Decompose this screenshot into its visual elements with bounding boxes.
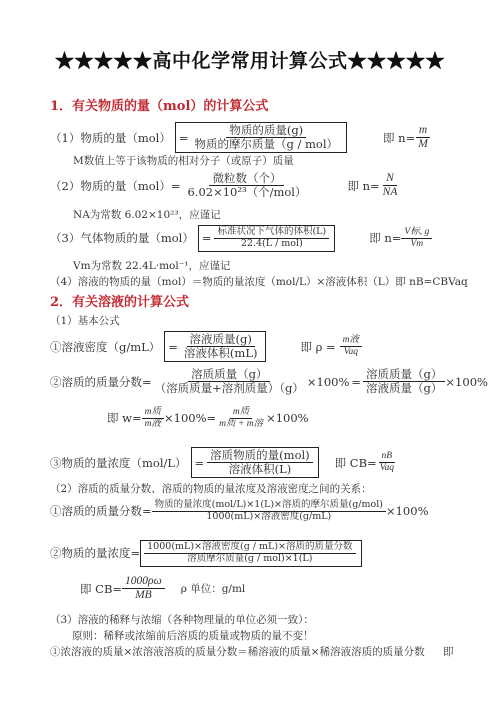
formula-density: ①溶液密度（g/mL） = $\frac{\text{溶液质量(g)}}{\text{溶液体积(mL)}}$ 即 ρ = $\frac{\text{m液}}{\text{Vaq}}$ <box>50 331 362 362</box>
fraction: $\frac{\text{1000(mL)×溶液密度(g / mL)×溶质的质量分数}}{\text{溶质摩尔质量(g / mol)×1(L)}}$ <box>144 542 355 565</box>
formula-moles-solution: （4）溶液的物质的量（mol）＝物质的量浓度（mol/L）×溶液体积（L）即 nB=CBVaq <box>50 276 468 288</box>
section-1-heading: 1．有关物质的量（mol）的计算公式 <box>50 99 269 114</box>
dilution-formula: ①浓溶液的质量×浓溶液溶质的质量分数＝稀溶液的质量×稀溶液溶质的质量分数 <box>50 646 425 658</box>
page-title: ★★★★★高中化学常用计算公式★★★★★ <box>54 50 445 72</box>
fraction: $\frac{\text{溶质质量（g）}}{\text{（溶质质量+溶剂质量）（g）}}$ <box>154 367 304 396</box>
formula-box <box>140 540 361 567</box>
formula-mass-fraction-relation: ①溶质的质量分数= $\frac{\text{物质的量浓度(mol/L)×1(L)×溶质的摩尔质量(g/mol)}}{\text{1000(mL)×溶液密度(g/mL)}}$ ×100% <box>50 499 429 522</box>
dilution-formula-tail: 即 <box>443 646 454 658</box>
formula-box: = $\frac{\text{物质的质量(g)}}{\text{物质的摩尔质量（g / mol）}}$ <box>175 122 347 153</box>
fraction: $\frac{\text{物质的质量(g)}}{\text{物质的摩尔质量（g / mol）}}$ <box>194 123 339 152</box>
formula-moles-gas: （3）气体物质的量（mol） = $\frac{\text{标准状况下气体的体积(L)}}{\text{22.4(L / mol)}}$ 即 n= $\frac{\text{V标, g}}{Vm}$ <box>50 225 432 252</box>
fraction-short: $\frac{N}{NA}$ <box>382 172 398 199</box>
subheading-relationship: （2）溶质的质量分数、溶质的物质的量浓度及溶液密度之间的关系： <box>50 483 372 495</box>
fraction: $\frac{\text{标准状况下气体的体积(L)}}{\text{22.4(L / mol)}}$ <box>214 227 329 250</box>
formula-box: = $\frac{\text{溶质物质的量(mol)}}{\text{溶液体积(L)}}$ <box>191 447 319 478</box>
formula-molarity: ③物质的量浓度（mol/L） = $\frac{\text{溶质物质的量(mol)}}{\text{溶液体积(L)}}$ 即 CB= $\frac{nB}{\text{Vaq}}$ <box>50 447 397 478</box>
fraction: $\frac{\text{物质的量浓度(mol/L)×1(L)×溶质的摩尔质量(g/mol)}}{\text{1000(mL)×溶液密度(g/mL)}}$ <box>152 500 386 523</box>
formula-mass-fraction-symbolic: 即 w= $\frac{\text{m质}}{\text{m液}}$ ×100%= $\frac{\text{m质}}{\text{m质 + m溶}}$ ×100% <box>107 407 309 429</box>
formula-molarity-symbolic: 即 CB= $\frac{1000\rho\omega}{MB}$ ρ 单位：g/ml <box>80 575 246 602</box>
note-avogadro: NA为常数 6.02×10²³，应谨记 <box>73 209 221 221</box>
formula-mass-fraction: ②溶质的质量分数= $\frac{\text{溶质质量（g）}}{\text{（溶质质量+溶剂质量）（g）}}$ ×100% = $\frac{\text{溶质质量（g）}}{\text{溶液质量（g）}}$ ×100% <box>50 367 488 396</box>
fraction-short: $\frac{\text{m质}}{\text{m质 + m溶}}$ <box>219 407 264 429</box>
fraction-short: $\frac{1000\rho\omega}{MB}$ <box>122 575 165 602</box>
section-2-heading: 2．有关溶液的计算公式 <box>50 295 190 310</box>
formula-box: = $\frac{\text{溶液质量(g)}}{\text{溶液体积(mL)}}$ <box>164 331 266 362</box>
fraction-short: $\frac{\text{m质}}{\text{m液}}$ <box>142 407 164 430</box>
fraction: $\frac{\text{微粒数（个）}}{\text{6.02×10²³（个/mol）}}$ <box>187 171 307 200</box>
fraction: $\frac{\text{溶液质量(g)}}{\text{溶液体积(mL)}}$ <box>183 332 258 361</box>
note-molar-mass: M数值上等于该物质的相对分子（或原子）质量 <box>73 155 294 167</box>
subheading-basic: （1）基本公式 <box>50 315 120 327</box>
subheading-dilution: （3）溶液的稀释与浓缩（各种物理量的单位必须一致）： <box>50 614 314 626</box>
formula-molarity-relation: ②物质的量浓度= $\frac{\text{1000(mL)×溶液密度(g / mL)×溶质的质量分数}}{\text{溶质摩尔质量(g / mol)×1(L)}}$ <box>50 540 362 567</box>
fraction: $\frac{\text{溶质质量（g）}}{\text{溶液质量（g）}}$ <box>363 368 445 395</box>
fraction-short: $\frac{m}{M}$ <box>415 124 431 151</box>
note-molar-volume: Vm为常数 22.4L·mol⁻¹，应谨记 <box>73 260 231 272</box>
principle-text: 原则：稀释或浓缩前后溶质的质量或物质的量不变！ <box>72 630 314 642</box>
fraction: $\frac{\text{溶质物质的量(mol)}}{\text{溶液体积(L)}}$ <box>207 449 312 476</box>
fraction-short: $\frac{nB}{\text{Vaq}}$ <box>379 451 394 474</box>
formula-box: = $\frac{\text{标准状况下气体的体积(L)}}{\text{22.4(L / mol)}}$ <box>198 225 335 252</box>
formula-label: （1）物质的量（mol） <box>50 130 171 145</box>
formula-moles-particles: （2）物质的量（mol）= $\frac{\text{微粒数（个）}}{\text{6.02×10²³（个/mol）}}$ 即 n= $\frac{N}{NA}$ <box>50 172 400 199</box>
fraction-short: $\frac{\text{V标, g}}{Vm}$ <box>401 227 432 250</box>
fraction-short: $\frac{\text{m液}}{\text{Vaq}}$ <box>340 335 362 358</box>
formula-moles-mass: （1）物质的量（mol） = $\frac{\text{物质的质量(g)}}{\text{物质的摩尔质量（g / mol）}}$ 即 n= $\frac{m}{M}$ <box>50 122 431 153</box>
